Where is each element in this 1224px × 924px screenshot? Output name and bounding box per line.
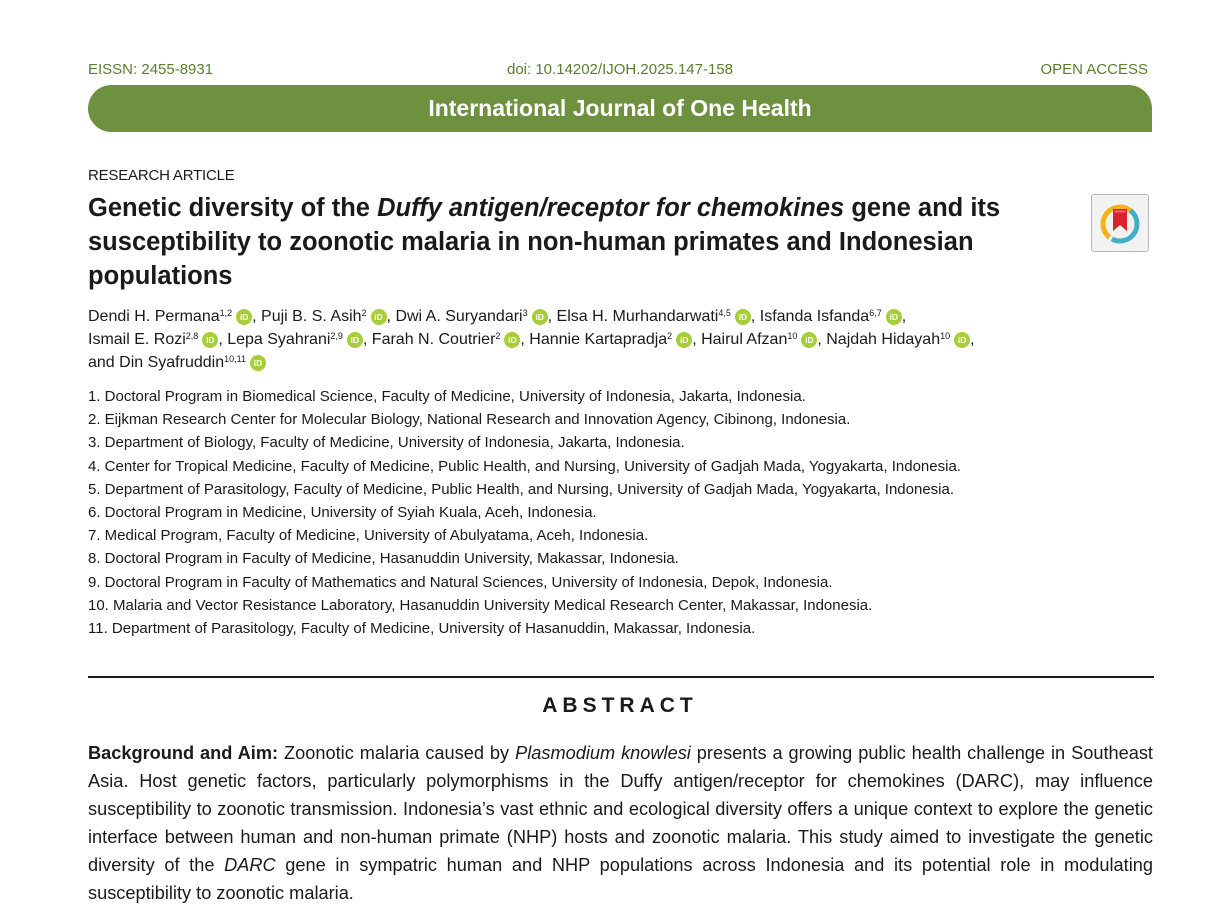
orcid-icon[interactable]: iD (250, 355, 266, 371)
author[interactable]: Lepa Syahrani$^{2,9}$ (227, 331, 343, 348)
affiliation: 9. Doctoral Program in Faculty of Mathematics and Natural Sciences, University of Indonesia, Depok, Indonesia. (88, 573, 833, 591)
abstract-background: Background and Aim: Zoonotic malaria caused by Plasmodium knowlesi presents a growing public health challenge in Southeast Asia. Host genetic factors, particularly polymorphisms in the Duffy antigen/receptor for chemokines (DARC), may influence susceptibility to zoonotic transmission. Indonesia’s vast ethnic and ecological diversity offers a unique context to explore the genetic interface between human and non-human primate (NHP) hosts and zoonotic malaria. This study aimed to investigate the genetic diversity of the DARC gene in sympatric human and NHP populations across Indonesia and its potential role in modulating susceptibility to zoonotic malaria. (88, 743, 1153, 903)
orcid-icon[interactable]: iD (886, 309, 902, 325)
article-type: RESEARCH ARTICLE (88, 167, 235, 184)
affiliation: 6. Doctoral Program in Medicine, University of Syiah Kuala, Aceh, Indonesia. (88, 504, 597, 522)
orcid-icon[interactable]: iD (954, 332, 970, 348)
author[interactable]: Najdah Hidayah$^{10}$ (826, 331, 951, 348)
orcid-icon[interactable]: iD (735, 309, 751, 325)
author[interactable]: Isfanda Isfanda$^{6,7}$ (759, 308, 882, 325)
abstract-heading: ABSTRACT (542, 694, 698, 717)
author[interactable]: Hannie Kartapradja$^2$ (529, 331, 673, 348)
journal-banner (88, 85, 1152, 132)
journal-name: International Journal of One Health (428, 95, 812, 121)
journal-header (88, 61, 1152, 81)
abstract-label: Background and Aim: (88, 743, 279, 763)
affiliation: 7. Medical Program, Faculty of Medicine, University of Abulyatama, Aceh, Indonesia. (88, 527, 649, 545)
author[interactable]: Dwi A. Suryandari$^3$ (395, 308, 528, 325)
affiliation: 3. Department of Biology, Faculty of Medicine, University of Indonesia, Jakarta, Indonesia. (88, 434, 685, 452)
orcid-icon[interactable]: iD (202, 332, 218, 348)
title-part-1: Genetic diversity of the (88, 194, 378, 222)
author[interactable]: Farah N. Coutrier$^2$ (371, 331, 501, 348)
author[interactable]: Hairul Afzan$^{10}$ (701, 331, 798, 348)
author[interactable]: Elsa H. Murhandarwati$^{4,5}$ (556, 308, 731, 325)
affiliation: 4. Center for Tropical Medicine, Faculty of Medicine, Public Health, and Nursing, University of Gadjah Mada, Yogyakarta, Indonesia. (88, 457, 961, 475)
title-part-2: gene and its susceptibility to zoonotic malaria in non-human primates and Indonesian populations (88, 194, 1001, 290)
author[interactable]: Ismail E. Rozi$^{2,8}$ (88, 331, 199, 348)
affiliation: 1. Doctoral Program in Biomedical Science, Faculty of Medicine, University of Indonesia, Jakarta, Indonesia. (88, 388, 806, 405)
author[interactable]: Din Syafruddin$^{10,11}$ (119, 354, 246, 371)
orcid-icon[interactable]: iD (347, 332, 363, 348)
divider (88, 676, 1154, 678)
doi-link[interactable]: doi: 10.14202/IJOH.2025.147-158 (506, 61, 733, 78)
affiliation-list (88, 385, 1152, 640)
orcid-icon[interactable]: iD (676, 332, 692, 348)
affiliation: 11. Department of Parasitology, Faculty of Medicine, University of Hasanuddin, Makassar, Indonesia. (88, 620, 756, 638)
author-list: Dendi H. Permana$^{1,2}$ iD , Puji B. S. Asih$^2$ iD , Dwi A. Suryandari$^3$ iD , Elsa H. Murhandarwati$^{4,5}$ iD , Isfanda Isfanda$^{6,7}$ iD , Ismail E. Rozi$^{2,8}$ iD , Lepa Syahrani$^{2,9}$ iD , Farah N. Coutrier$^2$ iD , Hannie Kartapradja$^2$ iD , Hairul Afzan$^{10}$ iD , Najdah Hidayah$^{10}$ iD , and Din Syafruddin$^{10,11}$ iD (88, 308, 975, 371)
affiliation: 2. Eijkman Research Center for Molecular Biology, National Research and Innovation Agency, Cibinong, Indonesia. (88, 411, 851, 429)
article-title (88, 191, 1068, 293)
orcid-icon[interactable]: iD (504, 332, 520, 348)
open-access-label: OPEN ACCESS (1040, 61, 1148, 78)
affiliation: 8. Doctoral Program in Faculty of Medicine, Hasanuddin University, Makassar, Indonesia. (88, 550, 679, 568)
crossmark-icon[interactable] (1091, 194, 1149, 252)
title-italic: Duffy antigen/receptor for chemokines (377, 194, 845, 222)
author[interactable]: Dendi H. Permana$^{1,2}$ (88, 308, 233, 325)
affiliation: 5. Department of Parasitology, Faculty of Medicine, Public Health, and Nursing, University of Gadjah Mada, Yogyakarta, Indonesia. (88, 480, 955, 498)
orcid-icon[interactable]: iD (371, 309, 387, 325)
authors-and: and (88, 354, 120, 371)
author[interactable]: Puji B. S. Asih$^2$ (261, 308, 367, 325)
orcid-icon[interactable]: iD (532, 309, 548, 325)
eissn: EISSN: 2455-8931 (88, 61, 214, 78)
orcid-icon[interactable]: iD (236, 309, 252, 325)
orcid-icon[interactable]: iD (801, 332, 817, 348)
affiliation: 10. Malaria and Vector Resistance Laboratory, Hasanuddin University Medical Research Center, Makassar, Indonesia. (88, 596, 873, 614)
